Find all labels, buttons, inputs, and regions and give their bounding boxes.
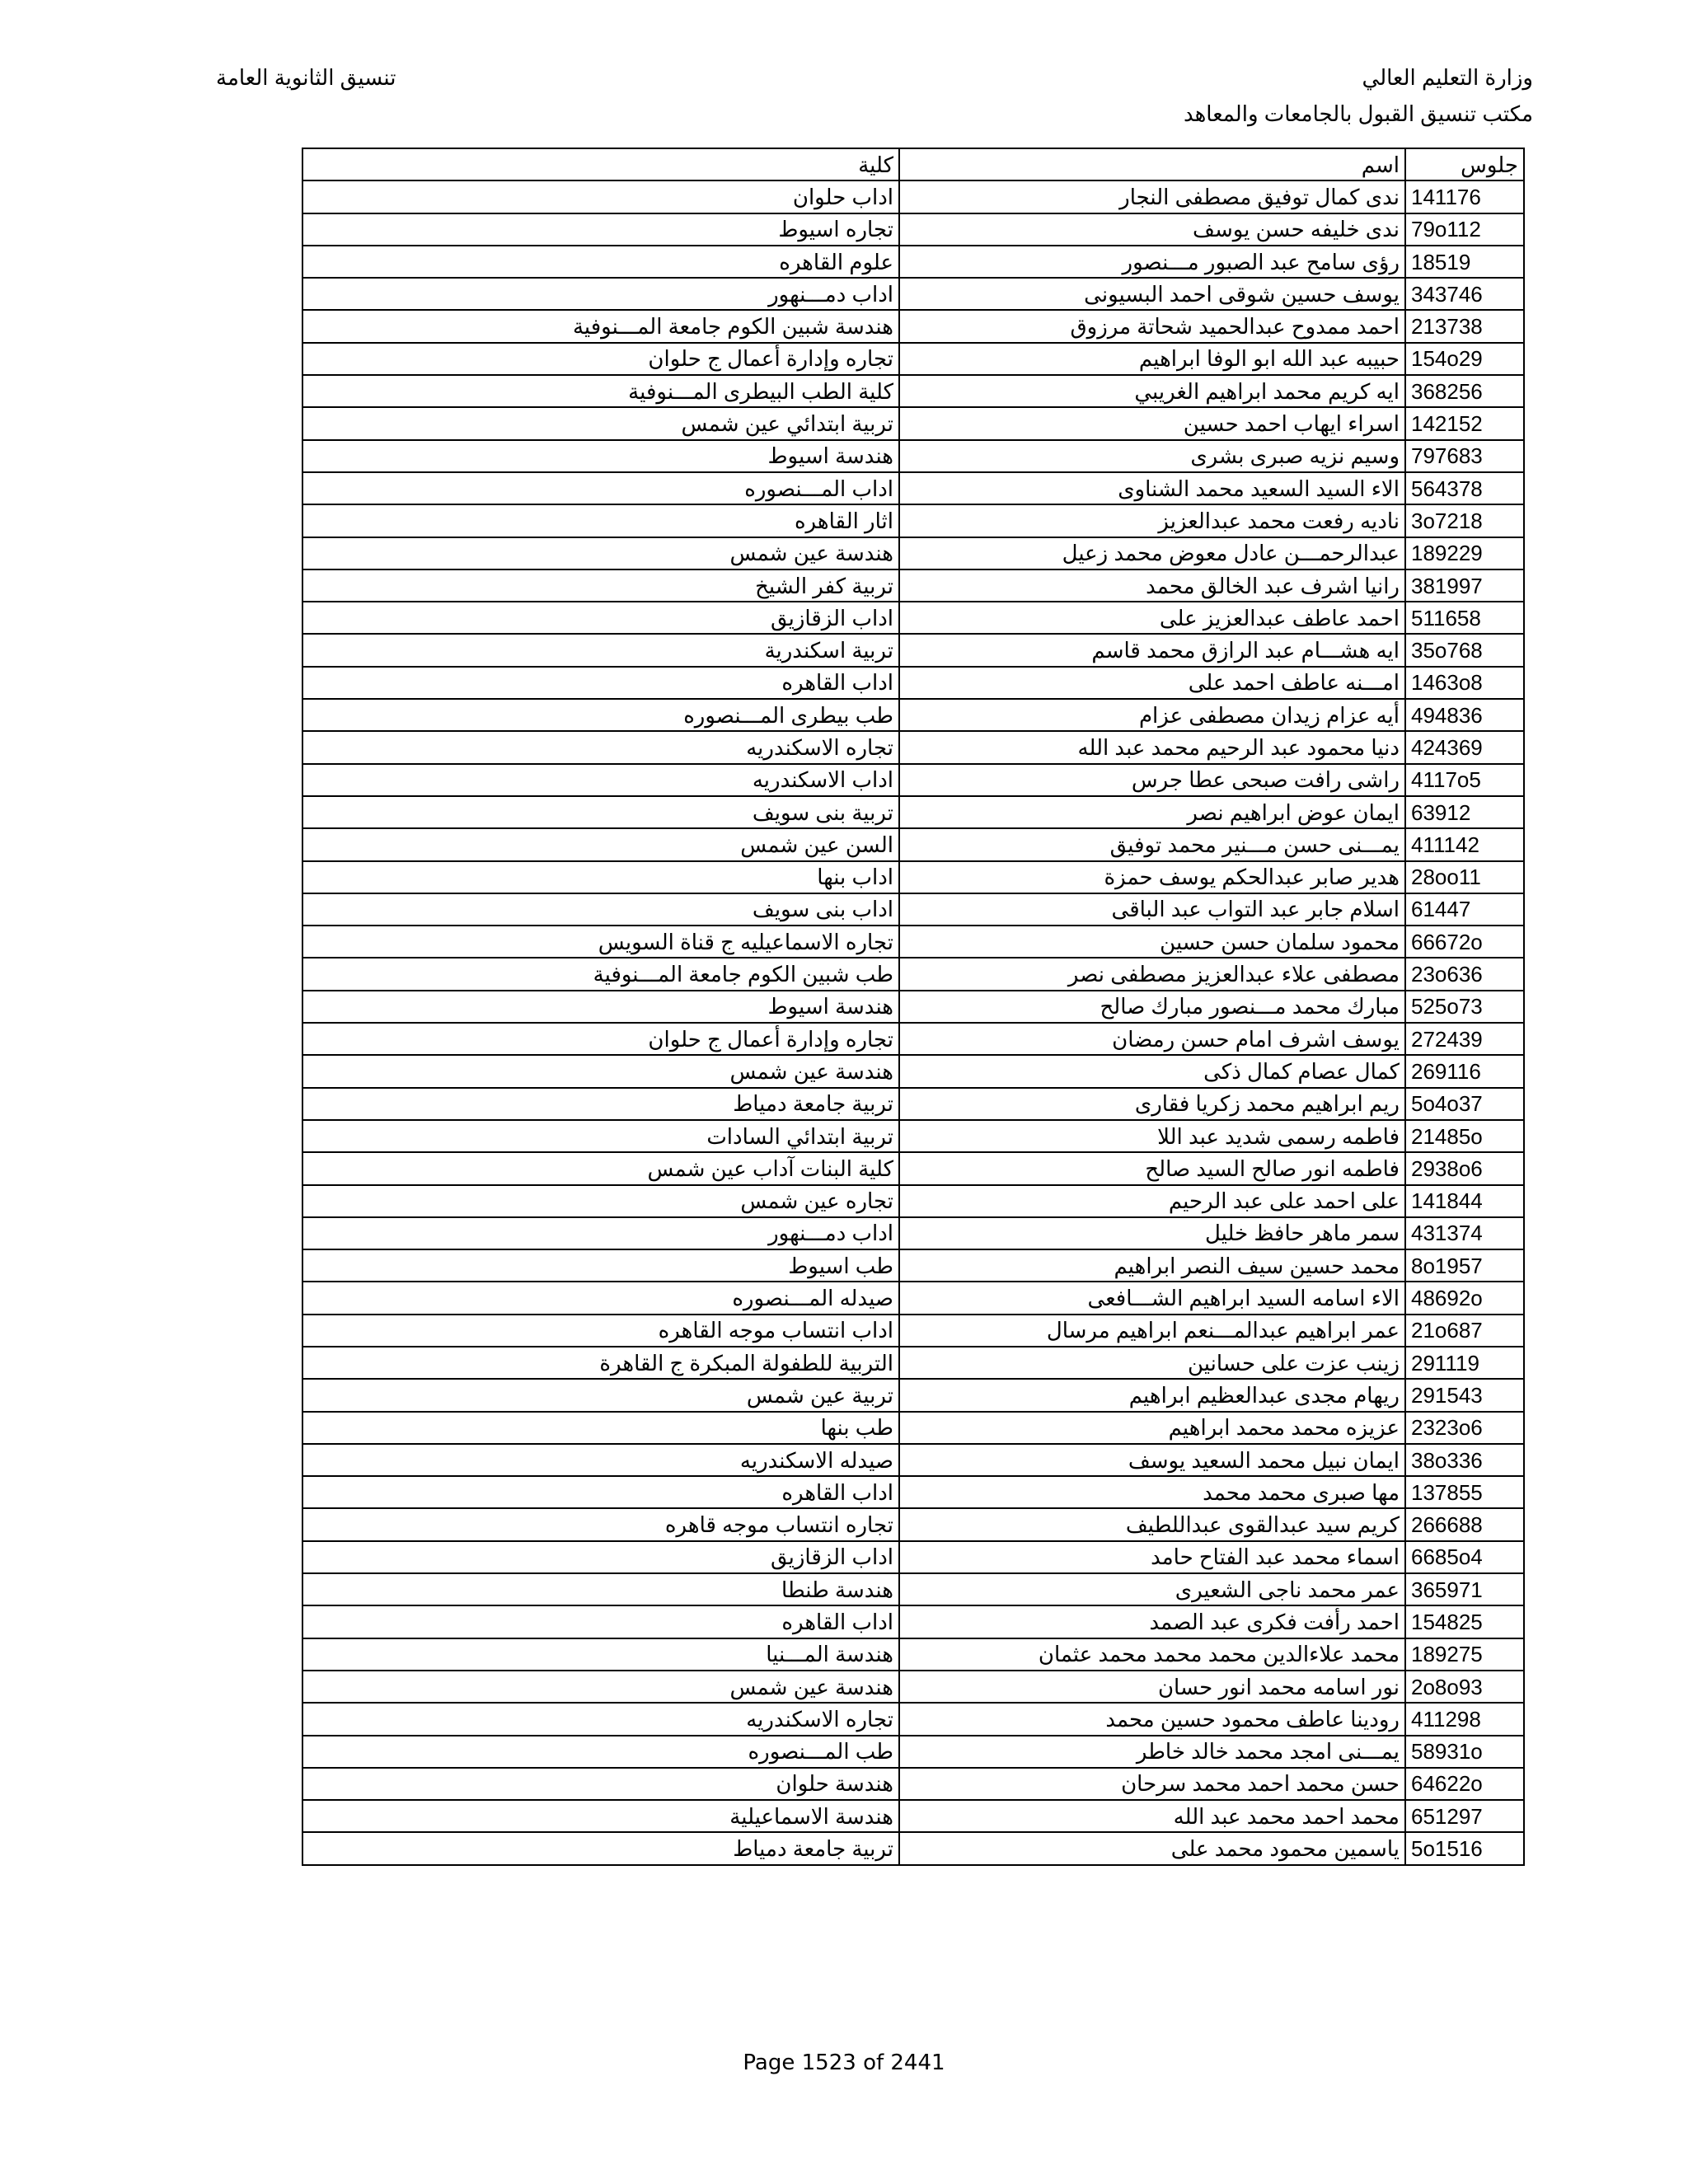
student-name-cell: فاطمه انور صالح السيد صالح xyxy=(899,1152,1405,1184)
faculty-cell: تربية ابتدائي عين شمس xyxy=(302,407,899,439)
student-name-cell: هدير صابر عبدالحكم يوسف حمزة xyxy=(899,861,1405,893)
seat-number-cell: 291119 xyxy=(1405,1347,1524,1379)
faculty-cell: تربية جامعة دمياط xyxy=(302,1088,899,1120)
faculty-cell: اداب بنها xyxy=(302,861,899,893)
table-row xyxy=(302,310,1524,342)
table-row xyxy=(302,278,1524,310)
seat-number-cell: 189275 xyxy=(1405,1638,1524,1671)
faculty-cell: هندسة الاسماعيلية xyxy=(302,1800,899,1832)
student-name-cell: ايه هشـــام عبد الرازق محمد قاسم xyxy=(899,634,1405,666)
table-row xyxy=(302,1152,1524,1184)
student-name-cell: عمر ابراهيم عبدالمـــنعم ابراهيم مرسال xyxy=(899,1315,1405,1347)
student-name-cell: مبارك محمد مـــنصور مبارك صالح xyxy=(899,991,1405,1023)
table-row xyxy=(302,1055,1524,1087)
student-name-cell: احمد عاطف عبدالعزيز على xyxy=(899,602,1405,634)
table-row xyxy=(302,861,1524,893)
faculty-cell: طب بيطرى المـــنصوره xyxy=(302,699,899,731)
table-row xyxy=(302,1023,1524,1055)
seat-number-cell: 23o636 xyxy=(1405,958,1524,990)
table-row xyxy=(302,246,1524,278)
results-table xyxy=(302,148,1525,1866)
table-header-row xyxy=(302,148,1524,180)
table-row xyxy=(302,1217,1524,1249)
table-row xyxy=(302,180,1524,213)
faculty-cell: اداب الاسكندريه xyxy=(302,764,899,796)
faculty-cell: التربية للطفولة المبكرة ج القاهرة xyxy=(302,1347,899,1379)
seat-number-cell: 141844 xyxy=(1405,1185,1524,1217)
faculty-cell: صيدله الاسكندريه xyxy=(302,1444,899,1476)
table-row xyxy=(302,1185,1524,1217)
student-name-cell: على احمد على عبد الرحيم xyxy=(899,1185,1405,1217)
faculty-cell: هندسة اسيوط xyxy=(302,440,899,472)
seat-number-cell: 381997 xyxy=(1405,569,1524,602)
faculty-cell: طب شبين الكوم جامعة المـــنوفية xyxy=(302,958,899,990)
student-name-cell: اسراء ايهاب احمد حسين xyxy=(899,407,1405,439)
seat-number-cell: 189229 xyxy=(1405,537,1524,569)
student-name-cell: الاء اسامه السيد ابراهيم الشـــافعى xyxy=(899,1282,1405,1314)
student-name-cell: مها صبرى محمد محمد xyxy=(899,1476,1405,1508)
student-name-cell: احمد رأفت فكرى عبد الصمد xyxy=(899,1605,1405,1638)
seat-number-cell: 368256 xyxy=(1405,375,1524,407)
table-row xyxy=(302,1088,1524,1120)
faculty-cell: طب بنها xyxy=(302,1412,899,1444)
faculty-cell: اداب الزقازيق xyxy=(302,602,899,634)
seat-number-cell: 64622o xyxy=(1405,1768,1524,1800)
seat-number-cell: 411298 xyxy=(1405,1703,1524,1735)
student-name-cell: مصطفى علاء عبدالعزيز مصطفى نصر xyxy=(899,958,1405,990)
seat-number-cell: 28oo11 xyxy=(1405,861,1524,893)
student-name-cell: كمال عصام كمال ذكى xyxy=(899,1055,1405,1087)
seat-number-cell: 18519 xyxy=(1405,246,1524,278)
table-row xyxy=(302,440,1524,472)
student-name-cell: دنيا محمود عبد الرحيم محمد عبد الله xyxy=(899,731,1405,763)
header-seat: جلوس xyxy=(1405,148,1524,180)
seat-number-cell: 137855 xyxy=(1405,1476,1524,1508)
student-name-cell: وسيم نزيه صبرى بشرى xyxy=(899,440,1405,472)
seat-number-cell: 48692o xyxy=(1405,1282,1524,1314)
seat-number-cell: 213738 xyxy=(1405,310,1524,342)
seat-number-cell: 2938o6 xyxy=(1405,1152,1524,1184)
student-name-cell: ايه كريم محمد ابراهيم الغريبي xyxy=(899,375,1405,407)
student-name-cell: ايمان نبيل محمد السعيد يوسف xyxy=(899,1444,1405,1476)
student-name-cell: حسن محمد احمد محمد سرحان xyxy=(899,1768,1405,1800)
seat-number-cell: 431374 xyxy=(1405,1217,1524,1249)
table-row xyxy=(302,1573,1524,1605)
seat-number-cell: 343746 xyxy=(1405,278,1524,310)
seat-number-cell: 61447 xyxy=(1405,893,1524,926)
seat-number-cell: 21485o xyxy=(1405,1120,1524,1152)
faculty-cell: كلية البنات آداب عين شمس xyxy=(302,1152,899,1184)
faculty-cell: تجاره الاسكندريه xyxy=(302,731,899,763)
table-row xyxy=(302,1508,1524,1540)
table-row xyxy=(302,1315,1524,1347)
faculty-cell: هندسة حلوان xyxy=(302,1768,899,1800)
table-row xyxy=(302,1736,1524,1768)
faculty-cell: اثار القاهره xyxy=(302,504,899,537)
faculty-cell: اداب حلوان xyxy=(302,180,899,213)
header-name: اسم xyxy=(899,148,1405,180)
results-table-wrapper xyxy=(302,148,1525,1866)
student-name-cell: أيه عزام زيدان مصطفى عزام xyxy=(899,699,1405,731)
faculty-cell: تربية اسكندرية xyxy=(302,634,899,666)
seat-number-cell: 141176 xyxy=(1405,180,1524,213)
seat-number-cell: 21o687 xyxy=(1405,1315,1524,1347)
student-name-cell: ناديه رفعت محمد عبدالعزيز xyxy=(899,504,1405,537)
student-name-cell: زينب عزت على حسانين xyxy=(899,1347,1405,1379)
student-name-cell: فاطمه رسمى شديد عبد اللا xyxy=(899,1120,1405,1152)
student-name-cell: عزيزه محمد محمد ابراهيم xyxy=(899,1412,1405,1444)
student-name-cell: اسلام جابر عبد التواب عبد الباقى xyxy=(899,893,1405,926)
student-name-cell: رؤى سامح عبد الصبور مـــنصور xyxy=(899,246,1405,278)
header-ministry-block xyxy=(1184,59,1533,132)
seat-number-cell: 79o112 xyxy=(1405,213,1524,246)
table-row xyxy=(302,1249,1524,1282)
table-row xyxy=(302,893,1524,926)
faculty-cell: تربية جامعة دمياط xyxy=(302,1832,899,1864)
table-row xyxy=(302,667,1524,699)
faculty-cell: اداب انتساب موجه القاهره xyxy=(302,1315,899,1347)
office-title: مكتب تنسيق القبول بالجامعات والمعاهد xyxy=(1183,101,1533,126)
faculty-cell: اداب القاهره xyxy=(302,1605,899,1638)
seat-number-cell: 3o7218 xyxy=(1405,504,1524,537)
seat-number-cell: 63912 xyxy=(1405,796,1524,828)
faculty-cell: تجاره الاسماعيليه ج قناة السويس xyxy=(302,926,899,958)
seat-number-cell: 142152 xyxy=(1405,407,1524,439)
seat-number-cell: 2o8o93 xyxy=(1405,1671,1524,1703)
faculty-cell: اداب المـــنصوره xyxy=(302,472,899,504)
faculty-cell: هندسة اسيوط xyxy=(302,991,899,1023)
faculty-cell: تجاره وإدارة أعمال ج حلوان xyxy=(302,1023,899,1055)
faculty-cell: تجاره اسيوط xyxy=(302,213,899,246)
faculty-cell: هندسة عين شمس xyxy=(302,1671,899,1703)
seat-number-cell: 5o4o37 xyxy=(1405,1088,1524,1120)
header-faculty: كلية xyxy=(302,148,899,180)
student-name-cell: راشى رافت صبحى عطا جرس xyxy=(899,764,1405,796)
student-name-cell: يمـــنى حسن مـــنير محمد توفيق xyxy=(899,828,1405,860)
table-row xyxy=(302,472,1524,504)
student-name-cell: ايمان عوض ابراهيم نصر xyxy=(899,796,1405,828)
table-row xyxy=(302,1638,1524,1671)
student-name-cell: رودينا عاطف محمود حسين محمد xyxy=(899,1703,1405,1735)
table-row xyxy=(302,1347,1524,1379)
faculty-cell: السن عين شمس xyxy=(302,828,899,860)
table-row xyxy=(302,343,1524,375)
student-name-cell: محمد احمد محمد عبد الله xyxy=(899,1800,1405,1832)
table-row xyxy=(302,1541,1524,1573)
faculty-cell: اداب القاهره xyxy=(302,1476,899,1508)
table-row xyxy=(302,569,1524,602)
seat-number-cell: 8o1957 xyxy=(1405,1249,1524,1282)
faculty-cell: هندسة شبين الكوم جامعة المـــنوفية xyxy=(302,310,899,342)
table-row xyxy=(302,1768,1524,1800)
results-table-body xyxy=(302,148,1524,1865)
faculty-cell: علوم القاهره xyxy=(302,246,899,278)
faculty-cell: طب المـــنصوره xyxy=(302,1736,899,1768)
table-row xyxy=(302,1444,1524,1476)
table-row xyxy=(302,1379,1524,1411)
table-row xyxy=(302,602,1524,634)
seat-number-cell: 38o336 xyxy=(1405,1444,1524,1476)
seat-number-cell: 5o1516 xyxy=(1405,1832,1524,1864)
faculty-cell: طب اسيوط xyxy=(302,1249,899,1282)
student-name-cell: عمر محمد ناجى الشعيرى xyxy=(899,1573,1405,1605)
student-name-cell: يوسف حسين شوقى احمد البسيونى xyxy=(899,278,1405,310)
seat-number-cell: 1463o8 xyxy=(1405,667,1524,699)
seat-number-cell: 154825 xyxy=(1405,1605,1524,1638)
student-name-cell: نور اسامه محمد انور حسان xyxy=(899,1671,1405,1703)
seat-number-cell: 6685o4 xyxy=(1405,1541,1524,1573)
seat-number-cell: 511658 xyxy=(1405,602,1524,634)
student-name-cell: عبدالرحمـــن عادل معوض محمد زعيل xyxy=(899,537,1405,569)
faculty-cell: اداب بنى سويف xyxy=(302,893,899,926)
table-row xyxy=(302,1476,1524,1508)
student-name-cell: اسماء محمد عبد الفتاح حامد xyxy=(899,1541,1405,1573)
table-row xyxy=(302,1605,1524,1638)
table-row xyxy=(302,634,1524,666)
faculty-cell: تربية بنى سويف xyxy=(302,796,899,828)
faculty-cell: تربية عين شمس xyxy=(302,1379,899,1411)
faculty-cell: هندسة المـــنيا xyxy=(302,1638,899,1671)
seat-number-cell: 525o73 xyxy=(1405,991,1524,1023)
seat-number-cell: 2323o6 xyxy=(1405,1412,1524,1444)
table-row xyxy=(302,375,1524,407)
student-name-cell: ندى كمال توفيق مصطفى النجار xyxy=(899,180,1405,213)
faculty-cell: كلية الطب البيطرى المـــنوفية xyxy=(302,375,899,407)
student-name-cell: محمود سلمان حسن حسين xyxy=(899,926,1405,958)
student-name-cell: ريم ابراهيم محمد زكريا فقارى xyxy=(899,1088,1405,1120)
faculty-cell: تربية ابتدائي السادات xyxy=(302,1120,899,1152)
faculty-cell: تجاره الاسكندريه xyxy=(302,1703,899,1735)
table-row xyxy=(302,958,1524,990)
seat-number-cell: 291543 xyxy=(1405,1379,1524,1411)
faculty-cell: هندسة عين شمس xyxy=(302,1055,899,1087)
seat-number-cell: 564378 xyxy=(1405,472,1524,504)
table-row xyxy=(302,828,1524,860)
seat-number-cell: 4117o5 xyxy=(1405,764,1524,796)
program-title: تنسيق الثانوية العامة xyxy=(216,65,396,90)
seat-number-cell: 494836 xyxy=(1405,699,1524,731)
faculty-cell: تربية كفر الشيخ xyxy=(302,569,899,602)
table-row xyxy=(302,1832,1524,1864)
seat-number-cell: 651297 xyxy=(1405,1800,1524,1832)
table-row xyxy=(302,407,1524,439)
seat-number-cell: 35o768 xyxy=(1405,634,1524,666)
student-name-cell: محمد علاءالدين محمد محمد محمد عثمان xyxy=(899,1638,1405,1671)
table-row xyxy=(302,1282,1524,1314)
seat-number-cell: 272439 xyxy=(1405,1023,1524,1055)
table-row xyxy=(302,926,1524,958)
faculty-cell: هندسة عين شمس xyxy=(302,537,899,569)
table-row xyxy=(302,1671,1524,1703)
table-row xyxy=(302,504,1524,537)
student-name-cell: كريم سيد عبدالقوى عبداللطيف xyxy=(899,1508,1405,1540)
student-name-cell: سمر ماهر حافظ خليل xyxy=(899,1217,1405,1249)
table-row xyxy=(302,699,1524,731)
seat-number-cell: 411142 xyxy=(1405,828,1524,860)
seat-number-cell: 797683 xyxy=(1405,440,1524,472)
table-row xyxy=(302,764,1524,796)
faculty-cell: اداب الزقازيق xyxy=(302,1541,899,1573)
ministry-title: وزارة التعليم العالي xyxy=(1362,65,1533,90)
seat-number-cell: 424369 xyxy=(1405,731,1524,763)
student-name-cell: حبيبه عبد الله ابو الوفا ابراهيم xyxy=(899,343,1405,375)
header-program-block xyxy=(216,59,396,96)
student-name-cell: امـــنه عاطف احمد على xyxy=(899,667,1405,699)
faculty-cell: اداب القاهره xyxy=(302,667,899,699)
table-row xyxy=(302,1120,1524,1152)
faculty-cell: اداب دمـــنهور xyxy=(302,1217,899,1249)
faculty-cell: تجاره انتساب موجه قاهره xyxy=(302,1508,899,1540)
student-name-cell: احمد ممدوح عبدالحميد شحاتة مرزوق xyxy=(899,310,1405,342)
table-row xyxy=(302,991,1524,1023)
seat-number-cell: 365971 xyxy=(1405,1573,1524,1605)
table-row xyxy=(302,1800,1524,1832)
student-name-cell: يمـــنى امجد محمد خالد خاطر xyxy=(899,1736,1405,1768)
page-number: Page 1523 of 2441 xyxy=(743,2050,945,2075)
table-row xyxy=(302,1412,1524,1444)
student-name-cell: ريهام مجدى عبدالعظيم ابراهيم xyxy=(899,1379,1405,1411)
faculty-cell: تجاره عين شمس xyxy=(302,1185,899,1217)
faculty-cell: هندسة طنطا xyxy=(302,1573,899,1605)
table-row xyxy=(302,1703,1524,1735)
seat-number-cell: 269116 xyxy=(1405,1055,1524,1087)
table-row xyxy=(302,537,1524,569)
student-name-cell: ياسمين محمود محمد على xyxy=(899,1832,1405,1864)
page-footer xyxy=(0,2050,1688,2075)
student-name-cell: رانيا اشرف عبد الخالق محمد xyxy=(899,569,1405,602)
student-name-cell: يوسف اشرف امام حسن رمضان xyxy=(899,1023,1405,1055)
seat-number-cell: 58931o xyxy=(1405,1736,1524,1768)
table-row xyxy=(302,796,1524,828)
faculty-cell: تجاره وإدارة أعمال ج حلوان xyxy=(302,343,899,375)
student-name-cell: الاء السيد السعيد محمد الشناوى xyxy=(899,472,1405,504)
student-name-cell: محمد حسين سيف النصر ابراهيم xyxy=(899,1249,1405,1282)
seat-number-cell: 154o29 xyxy=(1405,343,1524,375)
seat-number-cell: 266688 xyxy=(1405,1508,1524,1540)
table-row xyxy=(302,731,1524,763)
faculty-cell: صيدله المـــنصوره xyxy=(302,1282,899,1314)
seat-number-cell: 66672o xyxy=(1405,926,1524,958)
table-row xyxy=(302,213,1524,246)
student-name-cell: ندى خليفه حسن يوسف xyxy=(899,213,1405,246)
faculty-cell: اداب دمـــنهور xyxy=(302,278,899,310)
